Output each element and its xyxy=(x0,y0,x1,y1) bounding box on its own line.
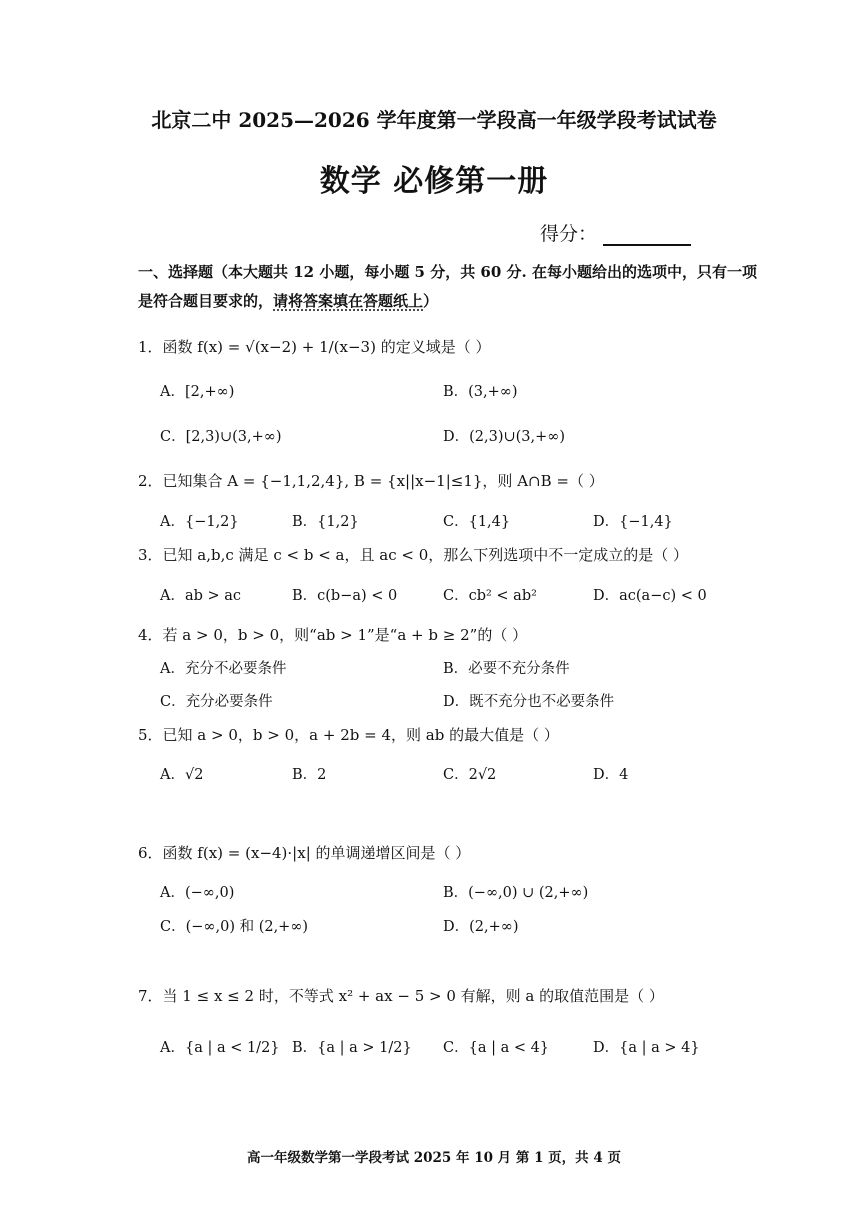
q5-option-b: B．2 xyxy=(292,767,327,783)
q1-option-d: D．(2,3)∪(3,+∞) xyxy=(443,429,566,445)
q5-option-a: A．√2 xyxy=(160,767,204,783)
question-6-stem: 6．函数 f(x) = (x−4)·|x| 的单调递增区间是（ ） xyxy=(138,844,471,862)
q4-option-c: C．充分必要条件 xyxy=(160,694,273,710)
section-line-2: 是符合题目要求的，请将答案填在答题纸上） xyxy=(138,292,439,310)
page-footer: 高一年级数学第一学段考试 2025 年 10 月 第 1 页，共 4 页 xyxy=(247,1150,621,1166)
score-label: 得分： xyxy=(540,223,598,245)
section-heading xyxy=(138,258,757,316)
q5-option-c: C．2√2 xyxy=(443,767,497,783)
page-subtitle: 数学 必修第一册 xyxy=(319,164,549,199)
q6-option-b: B．(−∞,0) ∪ (2,+∞) xyxy=(443,885,589,901)
q4-option-d: D．既不充分也不必要条件 xyxy=(443,694,615,710)
score-blank xyxy=(603,226,691,246)
q1-option-a: A．[2,+∞) xyxy=(160,384,235,400)
exam-title: 北京二中 2025—2026 学年度第一学段高一年级学段考试试卷 xyxy=(151,108,717,132)
q3-option-c: C．cb² < ab² xyxy=(443,588,537,604)
q3-option-d: D．ac(a−c) < 0 xyxy=(593,588,707,604)
q5-option-d: D．4 xyxy=(593,767,629,783)
q2-option-c: C．{1,4} xyxy=(443,514,511,530)
q4-option-b: B．必要不充分条件 xyxy=(443,661,570,677)
question-4-stem: 4．若 a > 0，b > 0，则“ab > 1”是“a + b ≥ 2”的（ ） xyxy=(138,626,528,644)
q7-option-c: C．{a | a < 4} xyxy=(443,1040,550,1056)
q3-option-a: A．ab > ac xyxy=(160,588,242,604)
q1-option-c: C．[2,3)∪(3,+∞) xyxy=(160,429,282,445)
q2-option-a: A．{−1,2} xyxy=(160,514,239,530)
section-line-1: 一、选择题（本大题共 12 小题，每小题 5 分，共 60 分. 在每小题给出的选项中，只有一项 xyxy=(138,263,757,281)
q6-option-c: C．(−∞,0) 和 (2,+∞) xyxy=(160,919,309,935)
q2-option-d: D．{−1,4} xyxy=(593,514,673,530)
question-2-stem: 2．已知集合 A = {−1,1,2,4}, B = {x||x−1|≤1}，则 A∩B =（ ） xyxy=(138,472,604,490)
question-5-stem: 5．已知 a > 0，b > 0，a + 2b = 4，则 ab 的最大值是（ ） xyxy=(138,726,559,744)
q6-option-d: D．(2,+∞) xyxy=(443,919,519,935)
question-1-stem: 1．函数 f(x) = √(x−2) + 1/(x−3) 的定义域是（ ） xyxy=(138,338,491,356)
q3-option-b: B．c(b−a) < 0 xyxy=(292,588,398,604)
q2-option-b: B．{1,2} xyxy=(292,514,359,530)
score-field xyxy=(540,219,691,246)
q1-option-b: B．(3,+∞) xyxy=(443,384,518,400)
question-3-stem: 3．已知 a,b,c 满足 c < b < a，且 ac < 0，那么下列选项中不一定成立的是（ ） xyxy=(138,546,689,564)
q7-option-b: B．{a | a > 1/2} xyxy=(292,1040,412,1056)
q4-option-a: A．充分不必要条件 xyxy=(160,661,287,677)
q7-option-d: D．{a | a > 4} xyxy=(593,1040,700,1056)
q7-option-a: A．{a | a < 1/2} xyxy=(160,1040,280,1056)
q6-option-a: A．(−∞,0) xyxy=(160,885,235,901)
question-7-stem: 7．当 1 ≤ x ≤ 2 时，不等式 x² + ax − 5 > 0 有解，则 a 的取值范围是（ ） xyxy=(138,987,664,1005)
